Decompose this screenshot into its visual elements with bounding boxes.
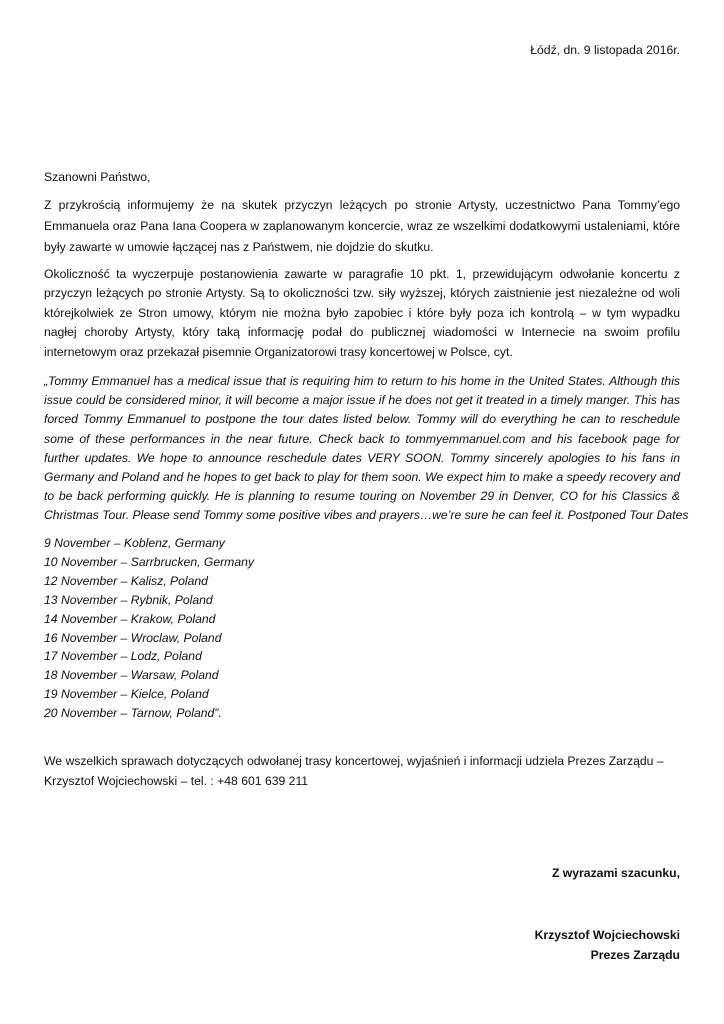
paragraph2-line: nagłej choroby Artysty, który taką informację podał do publicznej wiadomości w Internecie na swoim profilu	[44, 325, 680, 340]
quote-line: „Tommy Emmanuel has a medical issue that is requiring him to return to his home in the United States. Although this	[44, 374, 680, 388]
quote-line: forced Tommy Emmanuel to postpone the tour dates listed below. Tommy will do everything he can to reschedule	[44, 412, 680, 427]
tour-dates-line: 9 November – Koblenz, Germany	[44, 536, 225, 550]
quote-line: Christmas Tour. Please send Tommy some positive vibes and prayers…we’re sure he can feel it. Postponed Tour Dates	[44, 508, 689, 523]
tour-dates-line: 17 November – Lodz, Poland	[44, 649, 202, 664]
quote-line: issue could be considered minor, it will become a major issue if he does not get it treated in a timely manger. This has	[44, 393, 680, 408]
tour-dates-line: 14 November – Krakow, Poland	[44, 611, 216, 626]
tour-dates-line: 10 November – Sarrbrucken, Germany	[44, 554, 254, 569]
date-line: Łódź, dn. 9 listopada 2016r.	[530, 43, 680, 57]
paragraph2-line: przyczyn leżących po stronie Artysty. Są to okoliczności tzw. siły wyższej, których zaistnienie jest niezależne od woli	[44, 286, 680, 301]
paragraph2-line: którejkolwiek ze Stron umowy, którym nie można było zapobiec i które były poza ich kontrolą – w tym wypadku	[44, 305, 680, 320]
tour-dates-line: 18 November – Warsaw, Poland	[44, 668, 219, 683]
quote-line: further updates. We hope to announce reschedule dates VERY SOON. Tommy sincerely apologies to his fans in	[44, 450, 680, 465]
greeting: Szanowni Państwo,	[44, 170, 151, 184]
paragraph1-line: były zawarte w umowie łączącej nas z Państwem, nie dojdzie do skutku.	[44, 240, 434, 254]
quote-line: Germany and Poland and he hopes to get back to play for them soon. We expect him to make a speedy recovery and	[44, 470, 680, 484]
closing: Z wyrazami szacunku,	[551, 866, 680, 880]
paragraph2-line: internetowym oraz przekazał pisemnie Organizatorowi trasy koncertowej w Polsce, cyt.	[44, 344, 513, 359]
paragraph1-line: Z przykrością informujemy że na skutek przyczyn leżących po stronie Artysty, uczestnictwo Pana Tommy’ego	[44, 198, 680, 212]
contact-line: Krzysztof Wojciechowski – tel. : +48 601 639 211	[44, 774, 309, 788]
tour-dates-line: 19 November – Kielce, Poland	[44, 687, 209, 702]
tour-dates-line: 20 November – Tarnow, Poland”.	[44, 706, 222, 721]
tour-dates-line: 12 November – Kalisz, Poland	[44, 573, 208, 588]
signatory-name: Krzysztof Wojciechowski	[534, 928, 680, 942]
contact-line: We wszelkich sprawach dotyczących odwołanej trasy koncertowej, wyjaśnień i informacji udziela Prezes Zarządu –	[44, 754, 664, 768]
signatory-title: Prezes Zarządu	[590, 948, 680, 962]
paragraph1-line: Emmanuela oraz Pana Iana Coopera w zaplanowanym koncercie, wraz ze wszelkimi dodatkowymi ustaleniami, które	[44, 219, 680, 233]
quote-line: some of these performances in the near future. Check back to tommyemmanuel.com and his facebook page for	[44, 431, 680, 446]
quote-line: to be back performing quickly. He is planning to resume touring on November 29 in Denver, CO for his Classics &	[44, 489, 680, 504]
paragraph2-line: Okoliczność ta wyczerpuje postanowienia zawarte w paragrafie 10 pkt. 1, przewidującym odwołanie koncertu z	[44, 267, 680, 281]
tour-dates-line: 16 November – Wroclaw, Poland	[44, 630, 222, 645]
tour-dates-line: 13 November – Rybnik, Poland	[44, 592, 213, 607]
